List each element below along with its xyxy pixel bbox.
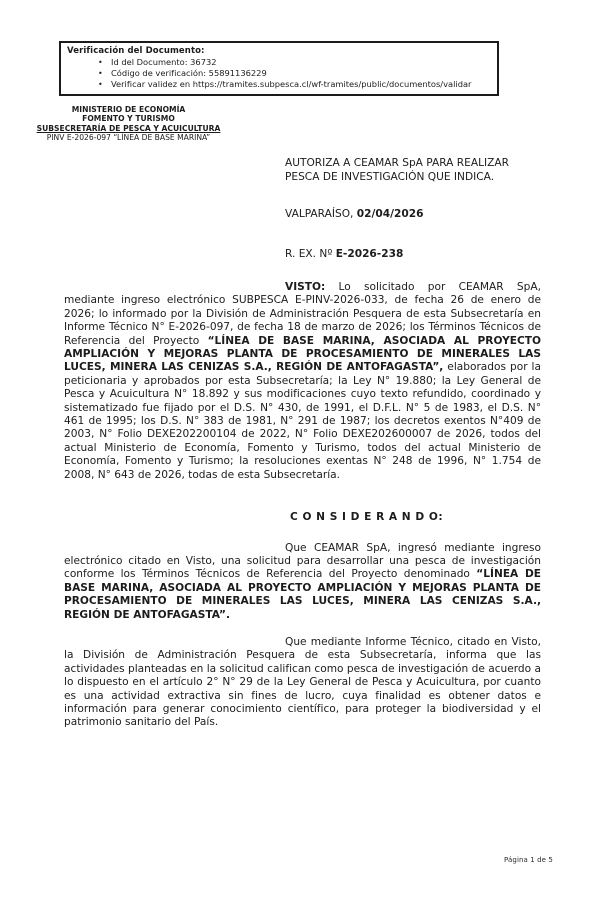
verification-item-code [98, 68, 491, 79]
resolution-date: 02/04/2026 [356, 208, 424, 220]
ministry-line-1: MINISTERIO DE ECONOMÍA [71, 105, 186, 114]
page-number-footer: Página 1 de 5 [504, 856, 553, 864]
visto-paragraph: VISTO: Lo solicitado por CEAMAR SpA, mediante ingreso electrónico SUBPESCA E-PINV-2026-033, de fecha 26 de enero de 2026; lo informado por la División de Administración Pesquera de esta Subsecretaría en Informe Técnico N° E-2026-097, de fecha 18 de marzo de 2026; los Términos Técnicos de Referencia del Proyecto “LÍNEA DE BASE MARINA, ASOCIADA AL PROYECTO AMPLIACIÓN Y MEJORAS PLANTA DE PROCESAMIENTO DE MINERALES LAS LUCES, MINERA LAS CENIZAS S.A., REGIÓN DE ANTOFAGASTA”, elaborados por la peticionaria y aprobados por esta Subsecretaría; la Ley N° 19.880; la Ley General de Pesca y Acuicultura N° 18.892 y sus modificaciones cuyo texto refundido, coordinado y sistematizado fue fijado por el D.S. N° 430, de 1991, el D.F.L. N° 5 de 1983, el D.S. N° 461 de 1995; los D.S. N° 383 de 1981, N° 291 de 1987; los decretos exentos N°409 de 2003, N° Folio DEXE202200104 de 2022, N° Folio DEXE202600007 de 2026, todos del actual Ministerio de Economía, Fomento y Turismo, todos del actual Ministerio de Economía, Fomento y Turismo; la resoluciones exentas N° 248 de 1996, N° 1.754 de 2008, N° 643 de 2026, todas de esta Subsecretaría. [64, 281, 541, 481]
resolution-number-line [285, 248, 403, 260]
considerando-heading: C O N S I D E R A N D O: [290, 511, 444, 524]
subsecretaria-line: SUBSECRETARÍA DE PESCA Y ACUICULTURA [36, 123, 221, 133]
verification-box [59, 41, 499, 96]
verification-title: Verificación del Documento: [67, 46, 205, 56]
bullet-icon: • [98, 80, 103, 89]
place-date-line [285, 208, 424, 220]
resolution-subject: AUTORIZA A CEAMAR SpA PARA REALIZAR PESCA DE INVESTIGACIÓN QUE INDICA. [285, 157, 509, 183]
verification-item-text: Id del Documento: 36732 [111, 57, 217, 67]
verification-url-text: Verificar validez en https://tramites.subpesca.cl/wf-tramites/public/documentos/validar [111, 79, 472, 89]
bullet-icon: • [98, 69, 103, 78]
considerando-paragraph-2: Que mediante Informe Técnico, citado en Visto, la División de Administración Pesquera de esta Subsecretaría, informa que las actividades planteadas en la solicitud califican como pesca de investigación de acuerdo a lo dispuesto en el artículo 2° N° 29 de la Ley General de Pesca y Acuicultura, por cuanto es una actividad extractiva sin fines de lucro, cuya finalidad es obtener datos e información para generar conocimiento científico, para proteger la biodiversidad y el patrimonio sanitario del País. [64, 635, 541, 729]
verification-item-document-id [98, 57, 491, 68]
document-body [64, 281, 541, 730]
verification-list [67, 57, 491, 90]
letterhead [26, 105, 231, 142]
resolution-number: E-2026-238 [335, 248, 404, 260]
pinv-project-line: PINV E-2026-097 “LÍNEA DE BASE MARINA” [46, 132, 211, 142]
ministry-line-2: FOMENTO Y TURISMO [82, 114, 175, 124]
place-label: VALPARAÍSO, [285, 208, 357, 220]
verification-item-url [98, 79, 491, 90]
resolution-prefix: R. EX. Nº [285, 248, 336, 260]
verification-item-text: Código de verificación: 55891136229 [111, 68, 267, 78]
considerando-paragraph-1: Que CEAMAR SpA, ingresó mediante ingreso electrónico citado en Visto, una solicitud para desarrollar una pesca de investigación conforme los Términos Técnicos de Referencia del Proyecto denominado “LÍNEA DE BASE MARINA, ASOCIADA AL PROYECTO AMPLIACIÓN Y MEJORAS PLANTA DE PROCESAMIENTO DE MINERALES LAS LUCES, MINERA LAS CENIZAS S.A., REGIÓN DE ANTOFAGASTA”. [64, 541, 541, 621]
bullet-icon: • [98, 58, 103, 67]
